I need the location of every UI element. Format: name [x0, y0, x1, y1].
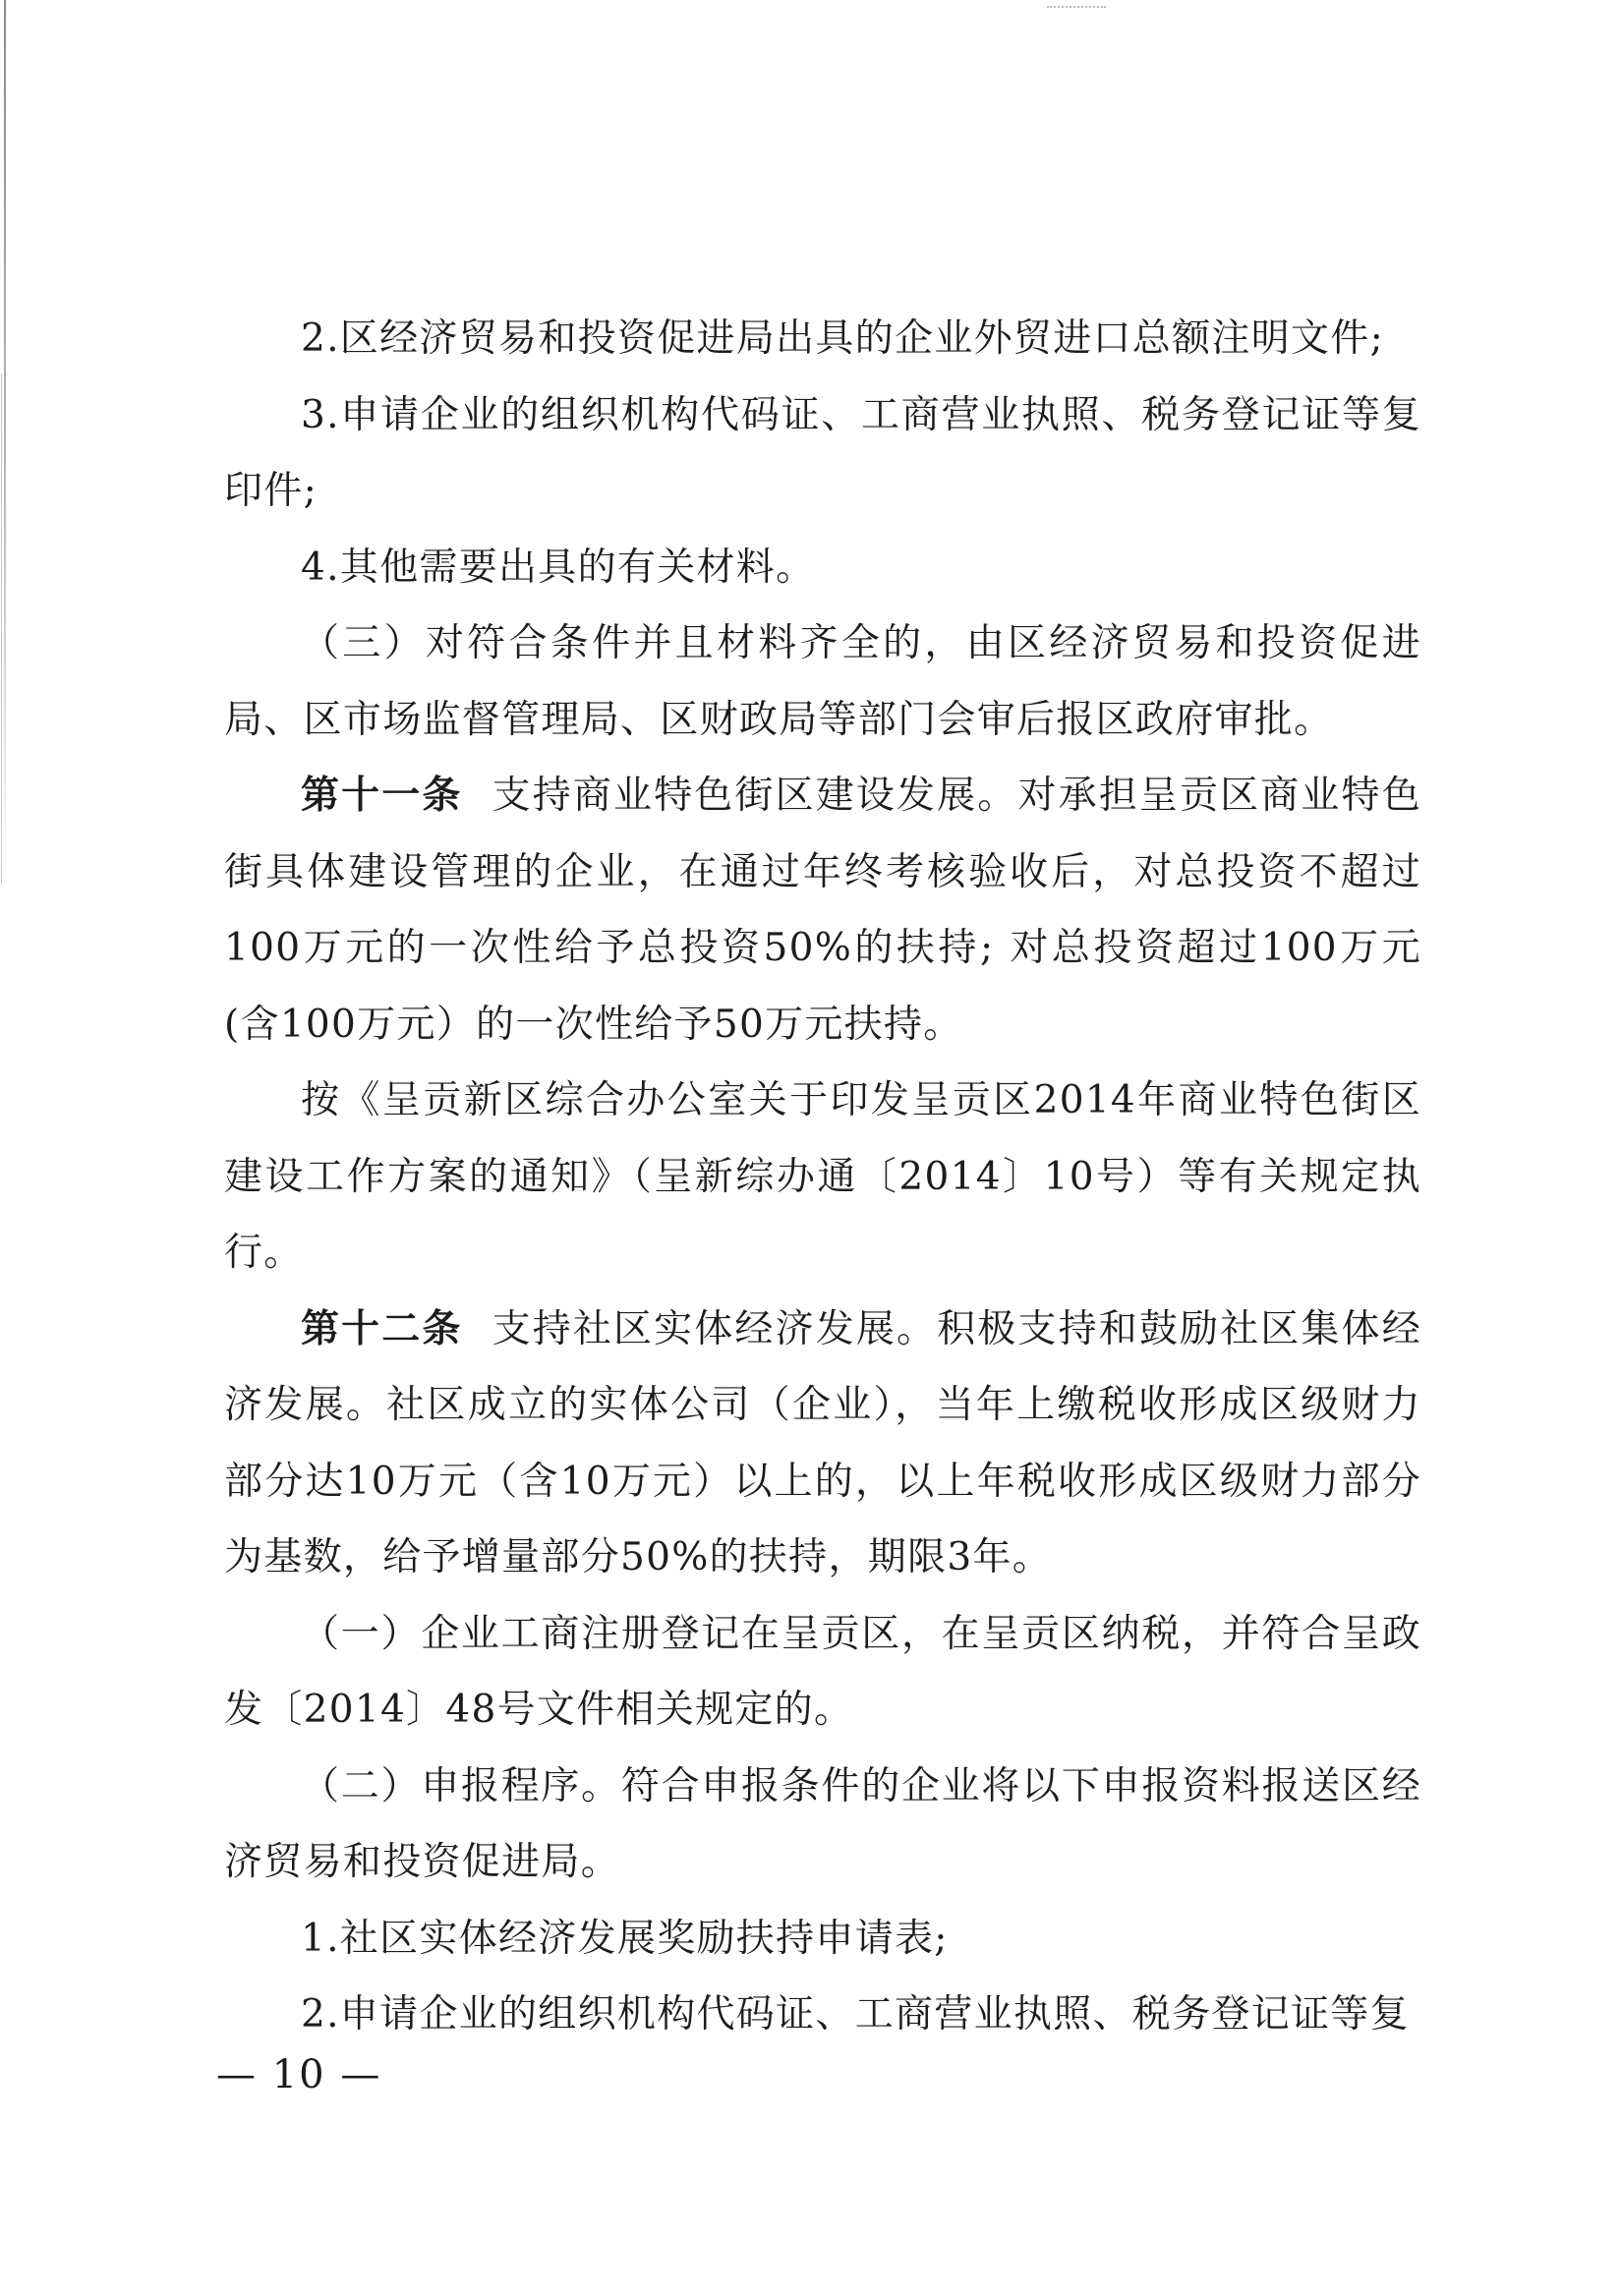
- paragraph-item-1: [224, 1901, 1421, 1978]
- paragraph-text: （二）申报程序。符合申报条件的企业将以下申报资料报送区经济贸易和投资促进局。: [224, 1763, 1421, 1884]
- paragraph-item-4: [224, 530, 1421, 606]
- article-11: [224, 758, 1421, 1062]
- scan-edge-shadow: [4, 0, 6, 885]
- paragraph-section-3: [224, 605, 1421, 758]
- paragraph-reference-notice: [224, 1062, 1421, 1292]
- article-title: 第十二条: [301, 1305, 463, 1351]
- paragraph-text: 3.申请企业的组织机构代码证、工商营业执照、税务登记证等复印件;: [224, 392, 1421, 513]
- paragraph-text: （一）企业工商注册登记在呈贡区，在呈贡区纳税，并符合呈政发〔2014〕48号文件相关规定的。: [224, 1611, 1421, 1732]
- article-text: 支持社区实体经济发展。积极支持和鼓励社区集体经济发展。社区成立的实体公司（企业），当年上缴税收形成区级财力部分达10万元（含10万元）以上的，以上年税收形成区级财力部分为基数，给予增量部分50%的扶持，期限3年。: [224, 1306, 1422, 1579]
- article-12: [224, 1292, 1421, 1596]
- paragraph-item-2: [224, 301, 1421, 377]
- scan-edge-line: [1, 373, 2, 885]
- paragraph-text: （三）对符合条件并且材料齐全的，由区经济贸易和投资促进局、区市场监督管理局、区财政局等部门会审后报区政府审批。: [224, 621, 1421, 742]
- paragraph-section-2: [224, 1749, 1421, 1901]
- scan-top-marks: [1047, 6, 1106, 10]
- article-text: 支持商业特色街区建设发展。对承担呈贡区商业特色街具体建设管理的企业，在通过年终考核验收后，对总投资不超过100万元的一次性给予总投资50%的扶持; 对总投资超过100万元(含100万元）的一次性给予50万元扶持。: [224, 774, 1422, 1047]
- paragraph-text: 1.社区实体经济发展奖励扶持申请表;: [301, 1916, 949, 1961]
- paragraph-item-2b: [224, 1977, 1421, 2053]
- document-body: [224, 301, 1421, 2053]
- paragraph-item-3: [224, 377, 1421, 530]
- page-number: — 10 —: [216, 2052, 382, 2097]
- paragraph-text: 4.其他需要出具的有关材料。: [301, 545, 816, 590]
- paragraph-section-1: [224, 1596, 1421, 1749]
- paragraph-text: 2.申请企业的组织机构代码证、工商营业执照、税务登记证等复: [301, 1992, 1410, 2037]
- paragraph-text: 2.区经济贸易和投资促进局出具的企业外贸进口总额注明文件;: [301, 316, 1385, 361]
- paragraph-text: 按《呈贡新区综合办公室关于印发呈贡区2014年商业特色街区建设工作方案的通知》（呈新综办通〔2014〕10号）等有关规定执行。: [224, 1078, 1421, 1275]
- article-title: 第十一条: [301, 773, 463, 818]
